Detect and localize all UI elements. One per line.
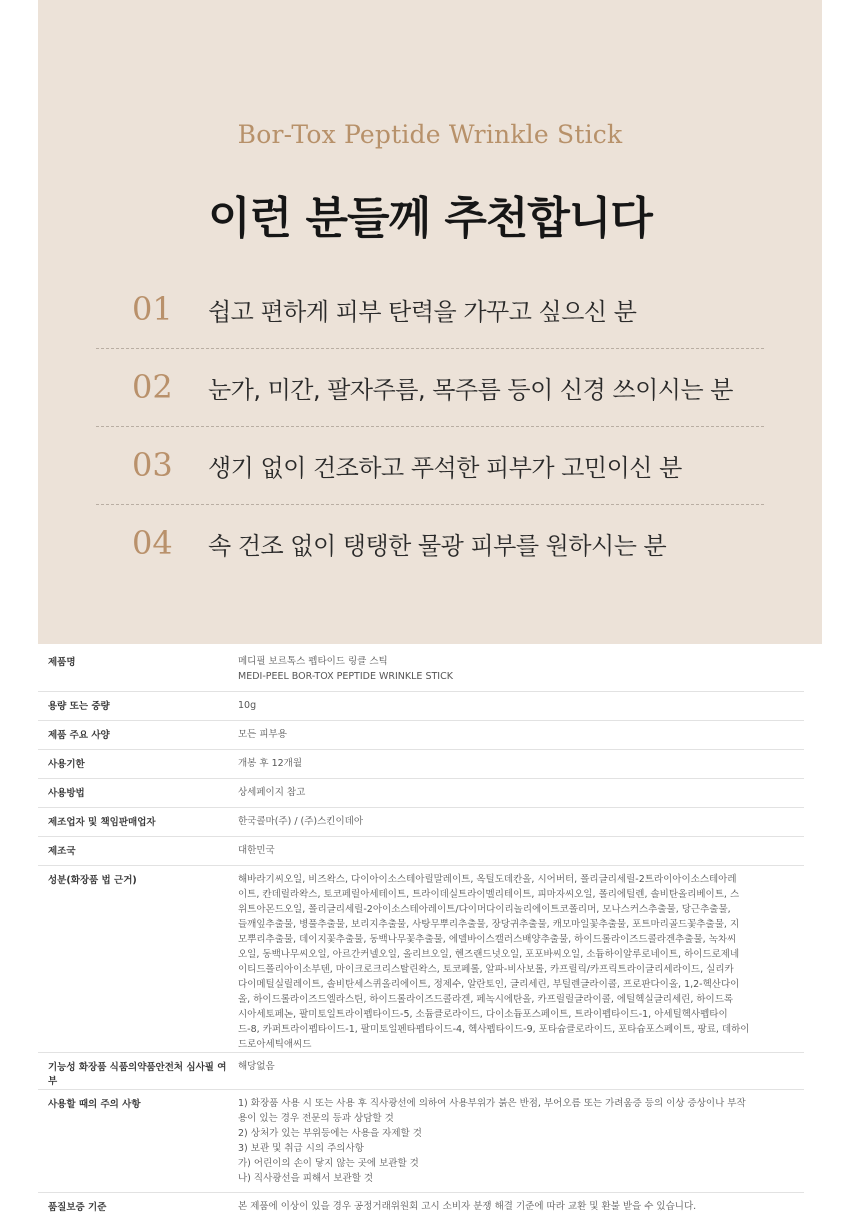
ingredients-line: 해바라기씨오일, 비즈왁스, 다이아이소스테아릴말레이트, 옥틸도데칸올, 시어버터, 폴리글리세릴-2트라이아이소스테아레 — [238, 872, 804, 887]
row-value: 상세페이지 참고 — [234, 779, 804, 808]
table-row — [38, 750, 804, 779]
row-value: 개봉 후 12개월 — [234, 750, 804, 779]
caution-line: 2) 상처가 있는 부위등에는 사용을 자제할 것 — [238, 1126, 804, 1141]
ingredients-line: 드-8, 카퍼트라이펩타이드-1, 팔미토일펜타펩타이드-4, 헥사펩타이드-9, 포타슘클로라이드, 포타슘포스페이트, 팡료, 데하이 — [238, 1022, 804, 1037]
product-subtitle: Bor-Tox Peptide Wrinkle Stick — [38, 120, 822, 149]
table-row — [38, 1090, 804, 1193]
row-label: 품질보증 기준 — [38, 1193, 234, 1219]
row-label: 제조업자 및 책임판매업자 — [38, 808, 234, 837]
row-value: 한국콜마(주) / (주)스킨이데아 — [234, 808, 804, 837]
table-row — [38, 866, 804, 1053]
row-value: 모든 피부용 — [234, 721, 804, 750]
recommendation-banner — [38, 0, 822, 644]
row-label: 제품명 — [38, 648, 234, 692]
row-label: 제조국 — [38, 837, 234, 866]
product-name-korean: 메디필 보르톡스 펩타이드 링클 스틱 — [238, 654, 804, 669]
item-text: 눈가, 미간, 팔자주름, 목주름 등이 신경 쓰이시는 분 — [208, 370, 733, 405]
ingredients-line: 올, 하이드롤라이즈드엘라스틴, 하이드롤라이즈드콜라겐, 페녹시에탄올, 카프릴릴글라이콜, 에틸헥실글리세린, 하이드록 — [238, 992, 804, 1007]
caution-list — [234, 1090, 804, 1193]
item-text: 생기 없이 건조하고 푸석한 피부가 고민이신 분 — [208, 448, 682, 483]
caution-line: 가) 어린이의 손이 닿지 않는 곳에 보관할 것 — [238, 1156, 804, 1171]
row-value: 해당없음 — [234, 1053, 804, 1090]
table-row — [38, 779, 804, 808]
row-label: 용량 또는 중량 — [38, 692, 234, 721]
row-label: 사용할 때의 주의 사항 — [38, 1090, 234, 1193]
ingredients-line: 오일, 동백나무씨오일, 아르간커넬오일, 올리브오일, 헨즈랜드넛오일, 포포바씨오일, 소듐하이알루로네이트, 하이드로제네 — [238, 947, 804, 962]
ingredients-line: 이트, 칸데릴라왁스, 토코페릴아세테이트, 트라이데실트라이멜리테이트, 피마자씨오일, 폴리에틸렌, 솔비탄올리베이트, 스 — [238, 887, 804, 902]
row-label: 사용기한 — [38, 750, 234, 779]
ingredients-line: 드로아세틱애씨드 — [238, 1037, 804, 1052]
table-row — [38, 692, 804, 721]
row-label: 기능성 화장품 식품의약품안전처 심사필 여부 — [38, 1053, 234, 1090]
recommendation-list — [96, 270, 764, 582]
recommendation-item — [96, 504, 764, 582]
ingredients-line: 시아세토페논, 팔미토일트라이펩타이드-5, 소듐클로라이드, 다이소듐포스페이트, 트라이펩타이드-1, 아세틸헥사펩타이 — [238, 1007, 804, 1022]
product-info-table — [38, 648, 804, 1219]
item-text: 쉽고 편하게 피부 탄력을 가꾸고 싶으신 분 — [208, 292, 636, 327]
item-number: 03 — [96, 446, 208, 484]
row-value: 대한민국 — [234, 837, 804, 866]
table-row — [38, 837, 804, 866]
ingredients-line: 이티드폴리아이소부텐, 마이크로크리스탈린왁스, 토코페롤, 알파-비사보롤, 카프릴릭/카프릭트라이글리세라이드, 실리카 — [238, 962, 804, 977]
caution-line: 용이 있는 경우 전문의 등과 상담할 것 — [238, 1111, 804, 1126]
table-row — [38, 1053, 804, 1090]
ingredients-line: 모뿌리추출물, 데이지꽃추출물, 동백나무꽃추출물, 에델바이스캘러스배양추출물, 하이드롤라이즈드콜라겐추출물, 녹차씨 — [238, 932, 804, 947]
recommendation-headline: 이런 분들께 추천합니다 — [38, 182, 822, 246]
recommendation-item — [96, 270, 764, 348]
table-row — [38, 648, 804, 692]
item-number: 02 — [96, 368, 208, 406]
ingredients-line: 위트아몬드오일, 폴리글리세릴-2아이소스테아레이트/다이머다이리놀리에이트코폴리머, 모나스커스추출물, 당근추출물, — [238, 902, 804, 917]
item-text: 속 건조 없이 탱탱한 물광 피부를 원하시는 분 — [208, 526, 666, 561]
item-number: 01 — [96, 290, 208, 328]
row-value: 10g — [234, 692, 804, 721]
row-label: 성분(화장품 법 근거) — [38, 866, 234, 1053]
recommendation-item — [96, 426, 764, 504]
caution-line: 나) 직사광선을 피해서 보관할 것 — [238, 1171, 804, 1186]
table-row — [38, 808, 804, 837]
row-label: 제품 주요 사양 — [38, 721, 234, 750]
row-value — [234, 648, 804, 692]
product-name-english: MEDI-PEEL BOR-TOX PEPTIDE WRINKLE STICK — [238, 669, 804, 684]
row-label: 사용방법 — [38, 779, 234, 808]
ingredients-line: 들깨잎추출물, 병풀추출물, 보리지추출물, 사탕무뿌리추출물, 장당귀추출물, 캐모마일꽃추출물, 포트마리골드꽃추출물, 지 — [238, 917, 804, 932]
ingredients-line: 다이메틸실릴레이트, 솔비탄세스퀴올리에이트, 정제수, 알란토인, 글리세린, 부틸렌글라이콜, 프로판다이올, 1,2-헥산다이 — [238, 977, 804, 992]
row-value: 본 제품에 이상이 있을 경우 공정거래위원회 고시 소비자 분쟁 해결 기준에 따라 교환 및 환불 받을 수 있습니다. — [234, 1193, 804, 1219]
caution-line: 3) 보관 및 취급 시의 주의사항 — [238, 1141, 804, 1156]
recommendation-item — [96, 348, 764, 426]
table-row — [38, 1193, 804, 1219]
item-number: 04 — [96, 524, 208, 562]
caution-line: 1) 화장품 사용 시 또는 사용 후 직사광선에 의하여 사용부위가 붉은 반점, 부어오름 또는 가려움증 등의 이상 증상이나 부작 — [238, 1096, 804, 1111]
table-row — [38, 721, 804, 750]
ingredients-list — [234, 866, 804, 1053]
